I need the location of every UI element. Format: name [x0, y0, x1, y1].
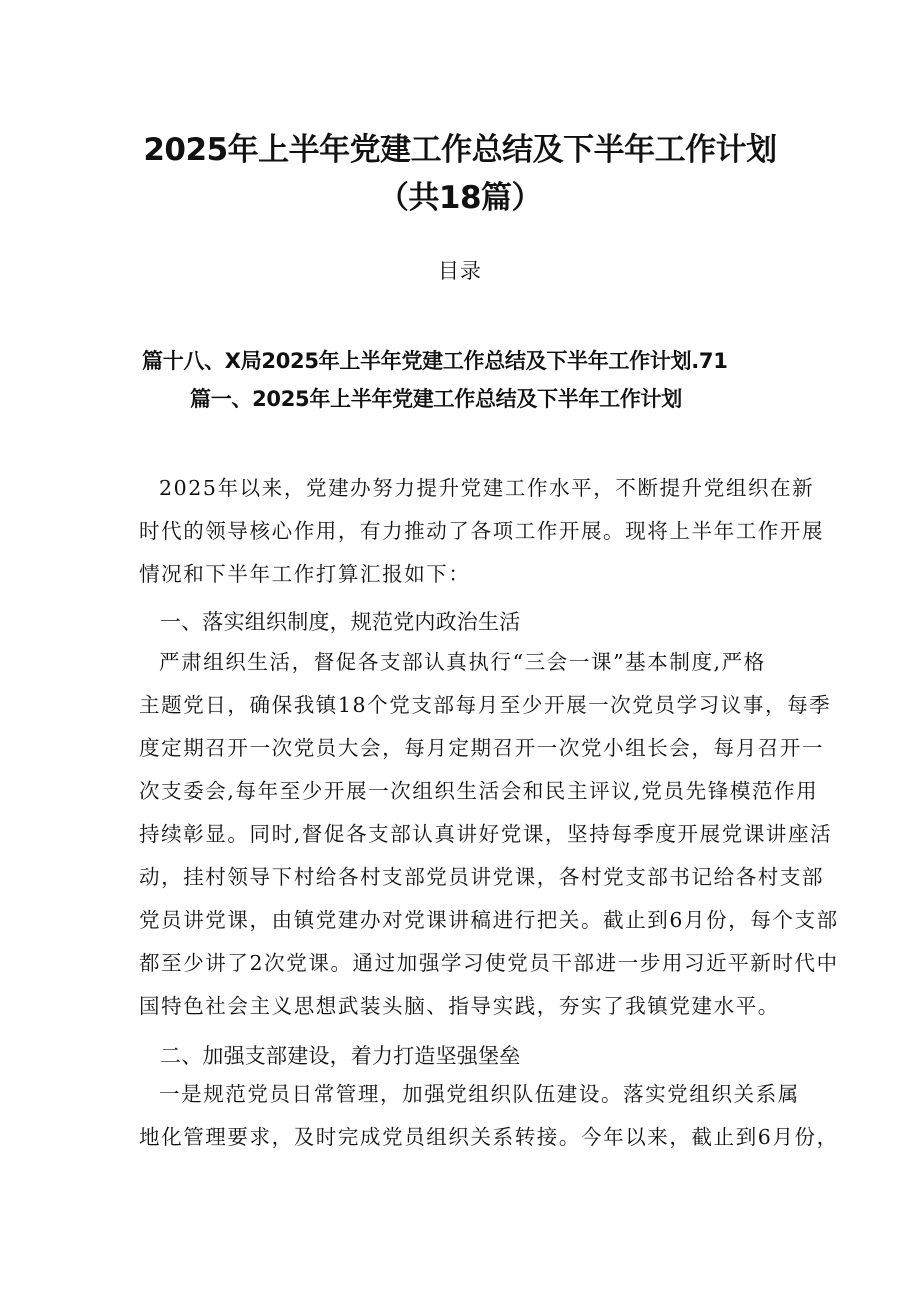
paragraph-line: 情况和下半年工作打算汇报如下： [139, 562, 471, 586]
paragraph-line: 度定期召开一次党员大会，每月定期召开一次党小组长会，每月召开一 [139, 736, 825, 760]
section-heading-1: 一、落实组织制度，规范党内政治生活 [160, 610, 521, 634]
intro-paragraph [139, 467, 824, 596]
paragraph-line: 动，挂村领导下村给各村支部党员讲党课，各村党支部书记给各村支部 [139, 865, 825, 889]
section-heading-2: 二、加强支部建设，着力打造坚强堡垒 [160, 1044, 521, 1068]
paragraph-line: 时代的领导核心作用，有力推动了各项工作开展。现将上半年工作开展 [139, 519, 825, 543]
paragraph-line: 国特色社会主义思想武装头脑、指导实践，夯实了我镇党建水平。 [139, 994, 780, 1018]
paragraph-line: 主题党日，确保我镇18个党支部每月至少开展一次党员学习议事，每季 [139, 693, 832, 717]
document-title-line-1: 2025年上半年党建工作总结及下半年工作计划 [143, 132, 777, 168]
paragraph-line: 持续彰显。同时,督促各支部认真讲好党课，坚持每季度开展党课讲座活 [139, 822, 833, 846]
document-title-line-2: （共18篇） [377, 180, 543, 216]
toc-entry[interactable]: 篇一、2025年上半年党建工作总结及下半年工作计划 [190, 387, 682, 411]
toc-heading: 目录 [438, 259, 482, 283]
toc-entry[interactable]: 篇十八、X局2025年上半年党建工作总结及下半年工作计划.71 [142, 349, 728, 373]
paragraph-line: 一是规范党员日常管理，加强党组织队伍建设。落实党组织关系属 [159, 1082, 800, 1106]
paragraph-line: 次支委会,每年至少开展一次组织生活会和民主评议,党员先锋模范作用 [139, 779, 819, 803]
section-1-paragraph [139, 641, 839, 1028]
paragraph-line: 2025年以来，党建办努力提升党建工作水平，不断提升党组织在新 [159, 476, 815, 500]
paragraph-line: 地化管理要求，及时完成党员组织关系转接。今年以来，截止到6月份， [139, 1125, 839, 1149]
paragraph-line: 都至少讲了2次党课。通过加强学习使党员干部进一步用习近平新时代中 [139, 951, 839, 975]
section-2-paragraph [139, 1073, 839, 1159]
paragraph-line: 党员讲党课，由镇党建办对党课讲稿进行把关。截止到6月份，每个支部 [139, 908, 839, 932]
paragraph-line: 严肃组织生活，督促各支部认真执行“三会一课”基本制度,严格 [159, 650, 766, 674]
